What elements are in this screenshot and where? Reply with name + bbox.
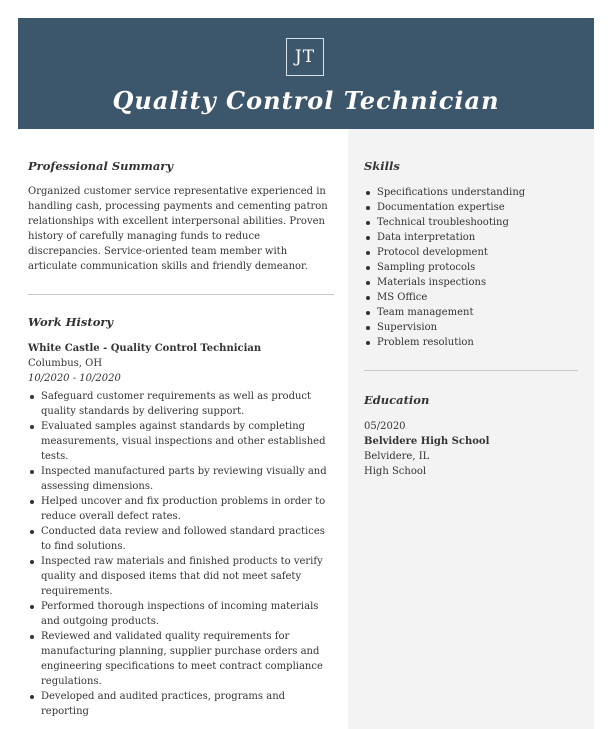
list-item: Reviewed and validated quality requirements for manufacturing planning, supplier purchase orders and engineering specifications to meet contract compliance regulations. <box>28 629 334 689</box>
list-item: Inspected manufactured parts by reviewing visually and assessing dimensions. <box>28 464 334 494</box>
list-item: Protocol development <box>364 245 578 260</box>
list-item: Data interpretation <box>364 230 578 245</box>
list-item: Evaluated samples against standards by completing measurements, visual inspections and other established tests. <box>28 419 334 464</box>
education-date: 05/2020 <box>364 421 406 432</box>
list-item: Problem resolution <box>364 335 578 350</box>
list-item: Safeguard customer requirements as well as product quality standards by delivering support. <box>28 389 334 419</box>
list-item: Materials inspections <box>364 275 578 290</box>
monogram: JT <box>286 38 324 76</box>
work-history-heading: Work History <box>28 315 114 329</box>
education-school: Belvidere High School <box>364 436 490 447</box>
job-location: Columbus, OH <box>28 358 103 369</box>
list-item: Team management <box>364 305 578 320</box>
list-item: Technical troubleshooting <box>364 215 578 230</box>
list-item: Documentation expertise <box>364 200 578 215</box>
education-location: Belvidere, IL <box>364 451 430 462</box>
skills-heading: Skills <box>364 159 400 173</box>
job-dates: 10/2020 - 10/2020 <box>28 373 121 384</box>
list-item: MS Office <box>364 290 578 305</box>
list-item: Supervision <box>364 320 578 335</box>
summary-text: Organized customer service representative experienced in handling cash, processing payments and cementing patron relationships with excellent interpersonal abilities. Proven history of carefully managing funds to reduce discrepancies. Service-oriented team member with articulate communication skills and friendly demeanor. <box>28 186 328 272</box>
list-item: Helped uncover and fix production problems in order to reduce overall defect rates. <box>28 494 334 524</box>
right-column <box>348 129 594 729</box>
resume-header <box>18 18 594 129</box>
list-item: Inspected raw materials and finished products to verify quality and disposed items that did not meet safety requirements. <box>28 554 334 599</box>
job-bullets <box>28 389 334 719</box>
list-item: Developed and audited practices, programs and reporting <box>28 689 334 719</box>
list-item: Sampling protocols <box>364 260 578 275</box>
summary-heading: Professional Summary <box>28 159 174 173</box>
list-item: Conducted data review and followed standard practices to find solutions. <box>28 524 334 554</box>
list-item: Specifications understanding <box>364 185 578 200</box>
resume-page <box>18 18 594 718</box>
list-item: Performed thorough inspections of incoming materials and outgoing products. <box>28 599 334 629</box>
education-heading: Education <box>364 393 430 407</box>
job-title: White Castle - Quality Control Technician <box>28 343 262 354</box>
education-degree: High School <box>364 466 427 477</box>
skills-list <box>364 185 578 350</box>
resume-title: Quality Control Technician <box>112 86 500 115</box>
left-column <box>28 129 334 719</box>
